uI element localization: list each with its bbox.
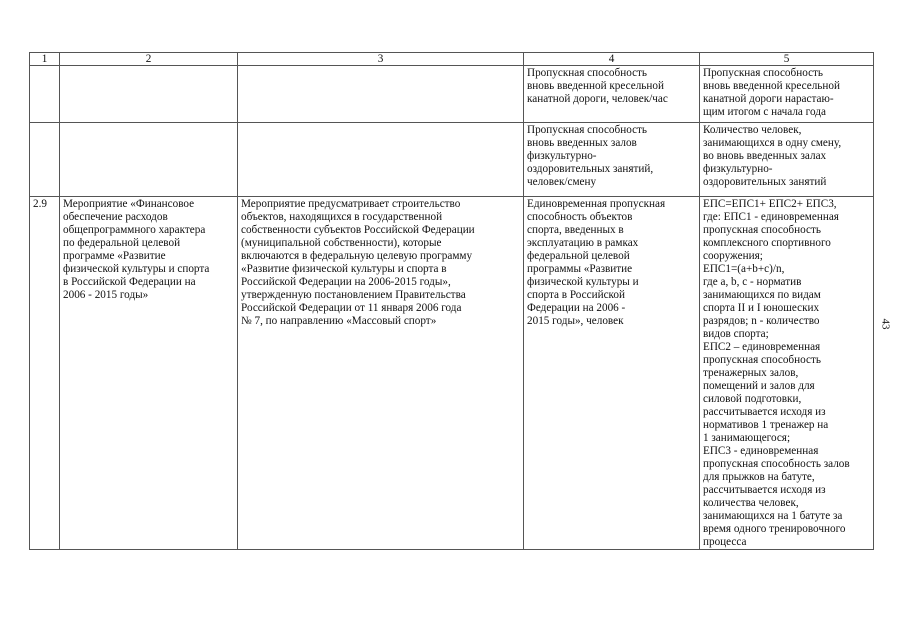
event-name-cell (60, 123, 238, 197)
column-number-row (30, 53, 874, 66)
indicator-name-cell: Пропускная способность вновь введенных залов физкультурно- оздоровительных занятий, человек/смену (524, 123, 700, 197)
event-name-cell: Мероприятие «Финансовое обеспечение расходов общепрограммного характера по федеральной целевой программе «Развитие физической культуры и спорта в Российской Федерации на 2006 - 2015 годы» (60, 197, 238, 550)
calculation-method-cell: ЕПС=ЕПС1+ ЕПС2+ ЕПС3, где: ЕПС1 - единовременная пропускная способность комплексного спортивного сооружения; ЕПС1=(a+b+c)/n, где a, b, c - норматив занимающихся по видам спорта II и I юношеских разрядов; n - количество видов спорта; ЕПС2 – единовременная пропускная способность тренажерных залов, помещений и залов для силовой подготовки, рассчитывается исходя из нормативов 1 тренажер на 1 занимающегося; ЕПС3 - единовременная пропускная способность залов для прыжков на батуте, рассчитывается исходя из количества человек, занимающихся на 1 батуте за время одного тренировочного процесса (700, 197, 874, 550)
row-number-cell (30, 123, 60, 197)
event-description-cell (238, 123, 524, 197)
column-number-3: 3 (238, 53, 524, 66)
document-table (29, 52, 874, 550)
table-row (30, 197, 874, 550)
calculation-method-cell: Количество человек, занимающихся в одну смену, во вновь введенных залах физкультурно- оздоровительных занятий (700, 123, 874, 197)
row-number-cell: 2.9 (30, 197, 60, 550)
event-name-cell (60, 66, 238, 123)
calculation-method-cell: Пропускная способность вновь введенной кресельной канатной дороги нарастаю- щим итогом с начала года (700, 66, 874, 123)
column-number-4: 4 (524, 53, 700, 66)
column-number-2: 2 (60, 53, 238, 66)
event-description-cell: Мероприятие предусматривает строительство объектов, находящихся в государственной собственности субъектов Российской Федерации (муниципальной собственности), которые включаются в федеральную целевую программу «Развитие физической культуры и спорта в Российской Федерации на 2006-2015 годы», утвержденную постановлением Правительства Российской Федерации от 11 января 2006 года № 7, по направлению «Массовый спорт» (238, 197, 524, 550)
column-number-1: 1 (30, 53, 60, 66)
page-number: 43 (879, 318, 892, 330)
indicator-name-cell: Единовременная пропускная способность объектов спорта, введенных в эксплуатацию в рамках федеральной целевой программы «Развитие физической культуры и спорта в Российской Федерации на 2006 - 2015 годы», человек (524, 197, 700, 550)
row-number-cell (30, 66, 60, 123)
column-number-5: 5 (700, 53, 874, 66)
indicator-name-cell: Пропускная способность вновь введенной кресельной канатной дороги, человек/час (524, 66, 700, 123)
table-row (30, 123, 874, 197)
table-row (30, 66, 874, 123)
event-description-cell (238, 66, 524, 123)
